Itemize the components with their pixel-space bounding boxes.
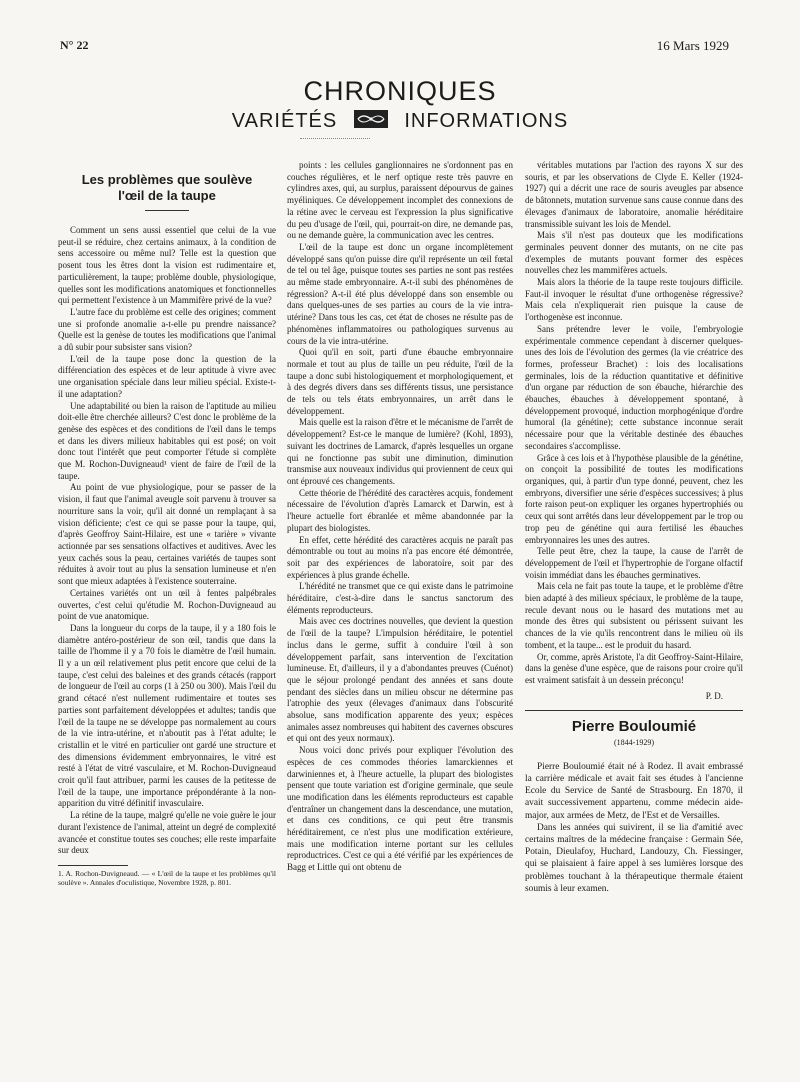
article-title-line-2: l'œil de la taupe	[118, 188, 216, 203]
paragraph: Certaines variétés ont un œil à fentes palpébrales ouvertes, c'est celui qu'étudie M. Rochon-Duvigneaud au point de vue anatomique.	[58, 587, 276, 622]
paragraph: Pierre Bouloumié était né à Rodez. Il avait embrassé la carrière médicale et avait fait ses études à l'ancienne Ecole du Service de Santé de Strasbourg. En 1870, il avait successivement appartenu, comme médecin aide-major, aux armées de Metz, de l'Est et de Versailles.	[525, 761, 743, 821]
paragraph: L'œil de la taupe pose donc la question de la différenciation des espèces et de leur aptitude à vivre avec une organisation spéciale dans leur milieu spécial. Existe-t-il une adaptation?	[58, 353, 276, 399]
column-2	[287, 160, 513, 1070]
paragraph: véritables mutations par l'action des rayons X sur des souris, et par les observations de Clyde E. Keller (1924-1927) qui a décrit une race de souris aveugles par absence de bâtonnets, mutation survenue sans cause connue dans des élevages d'animaux de laboratoire, anomalie héréditaire transmissible suivant les lois de Mendel.	[525, 160, 743, 229]
article-signature: P. D.	[705, 690, 723, 701]
footnote-rule	[58, 865, 128, 866]
paragraph: Mais alors la théorie de la taupe reste toujours difficile. Faut-il invoquer le résultat d'une orthogenèse régressive? Mais cela n'expliquerait rien puisque la cause de l'orthogenèse est inconnue.	[525, 277, 743, 323]
paragraph: Quoi qu'il en soit, parti d'une ébauche embryonnaire normale et tout au plus de taille un peu réduite, l'œil de la taupe a donc subi histologiquement et morphologiquement, et à des degrés divers dans ses différents tissus, une persistance de tels ou tels états embryonnaires, un arrêt dans le développement.	[287, 347, 513, 416]
section-separator	[525, 710, 743, 711]
section-subtitle	[0, 110, 800, 133]
paragraph: L'hérédité ne transmet que ce qui existe dans le patrimoine héréditaire, c'est-à-dire dans le sanctus sanctorum des éléments reproducteurs.	[287, 581, 513, 615]
section-left-label: VARIÉTÉS	[231, 110, 338, 132]
article-title	[58, 172, 276, 204]
obituary-dates: (1844-1929)	[614, 738, 654, 748]
paragraph: points : les cellules ganglionnaires ne s'ordonnent pas en couches régulières, et le nerf optique reste très pauvre en cylindres axes, qui, au surplus, paraissent dépourvus de gaines myéliniques. Ce développement incomplet des connexions de la rétine avec le cerveau est l'expression la plus significative du peu d'usage de l'œil, qui, pourrait-on dire, ne demande pas, ou ne demande guère, la communication avec les centres.	[287, 160, 513, 241]
paragraph: Dans les années qui suivirent, il se lia d'amitié avec certains maîtres de la médecine française : Germain Sée, Potain, Dieulafoy, Huchard, Landouzy, Ch. Fiessinger, qui se plaisaient à faire appel à ses lumières lorsque des problèmes touchant à la thérapeutique thermale étaient soumis à leur examen.	[525, 822, 743, 894]
issue-date: 16 Mars 1929	[656, 38, 729, 53]
paragraph: Mais quelle est la raison d'être et le mécanisme de l'arrêt de développement? Est-ce le manque de lumière? (Kohl, 1893), suivant les doctrines de Lamarck, d'après lesquelles un organe qui ne fonctionne pas subit une diminution, diminution transmise aux nouveaux individus qui proviennent de ceux qui ont éprouvé ces changements.	[287, 417, 513, 486]
section-title: CHRONIQUES	[303, 76, 497, 106]
paragraph: En effet, cette hérédité des caractères acquis ne paraît pas démontrable ou tout au moins n'a pas encore été démontrée, soit par des expériences de laboratoire, soit par des expériences à plus grande échelle.	[287, 534, 513, 580]
paragraph: Au point de vue physiologique, pour se passer de la vision, il faut que l'animal aveugle soit parvenu à trouver sa nourriture sans la voir, qu'il ait donné un remplaçant à sa vision déficiente; c'est ce qui se passe pour la taupe, qui, d'après Geoffroy Saint-Hilaire, est une « tarière » vivante actionnée par ses sensations olfactives et auditives. Avec les yeux cachés sous la peau, certaines variétés de taupes sont réduites à avoir tout au plus la sensation lumineuse et n'en sont que mieux adaptées à l'existence souterraine.	[58, 482, 276, 587]
obituary-title: Pierre Bouloumié	[571, 718, 697, 736]
obituary	[525, 718, 743, 895]
paragraph: Mais cela ne fait pas toute la taupe, et le problème d'être bien adapté à des milieux spéciaux, le problème de la taupe, recule devant nous ou le hasard des mutations met au monde des êtres qui subsistent ou périssent suivant les chances de la vie qu'ils rencontrent dans le milieu où ils tombent, et la taupe... est le produit du hasard.	[525, 581, 743, 650]
paragraph: Nous voici donc privés pour expliquer l'évolution des espèces de ces commodes théories lamarckiennes et darwiniennes et, à l'heure actuelle, la plupart des biologistes pensent que toute variation est d'origine germinale, que seule une modification dans les éléments reproducteurs est capable d'entraîner un changement dans la descendance, une mutation, et dans ces conditions, ce qui peut être transmis héréditairement, ce n'est plus une modification extérieure, mais une modification interne portant sur les cellules reproductrices. C'est ce qui a été vérifié par les expériences de Bagg et Little qui ont obtenu de	[287, 745, 513, 873]
paragraph: Grâce à ces lois et à l'hypothèse plausible de la génétine, on conçoit la possibilité de toutes les modifications organiques, qui, à partir d'un type donné, peuvent, chez les embryons, diversifier une série d'espèces successives; à plus forte raison peut-on expliquer les organes hypertrophiés ou ceux qui sont arrêtés dans leur développement par le trop ou trop peu de génétine qui aura fertilisé les ébauches embryonnaires les unes des autres.	[525, 452, 743, 545]
paragraph: Une adaptabilité ou bien la raison de l'aptitude au milieu doit-elle être cherchée ailleurs? C'est donc le problème de la genèse des espèces et des conditions de l'œil dans le temps et dans les divers milieux habitables qui est posé; on voit donc tout l'intérêt que peut comporter l'étude si complète que M. Rochon-Duvigneaud¹ vient de faire de l'œil de la taupe.	[58, 400, 276, 481]
paragraph: Mais s'il n'est pas douteux que les modifications germinales peuvent donner des mutants, on ne cite pas d'exemples de mutants pouvant former des espèces nouvelles chez les mammifères actuels.	[525, 230, 743, 276]
title-rule	[145, 210, 189, 211]
paragraph: Cette théorie de l'hérédité des caractères acquis, fondement nécessaire de l'évolution d'après Lamarck et Darwin, est à l'heure actuelle fort ébranlée et même abandonnée par la plupart des biologistes.	[287, 487, 513, 533]
paragraph: Or, comme, après Aristote, l'a dit Geoffroy-Saint-Hilaire, dans la genèse d'une espèce, que de raisons pour croire qu'il est vraiment satisfait à un dessein préconçu!	[525, 651, 743, 685]
column-3	[525, 160, 743, 1080]
paragraph: Comment un sens aussi essentiel que celui de la vue peut-il se réduire, chez certains animaux, à la condition de sens accessoire ou même nul? Telle est la question que posent tous les êtres dont la vision est rudimentaire et, particulièrement, la taupe; problème double, physiologique, quelles sont les modifications anatomiques et fonctionnelles qui permettent l'existence à un Mammifère privé de la vue?	[58, 225, 276, 306]
issue-number: N° 22	[60, 38, 89, 52]
paragraph: Telle peut être, chez la taupe, la cause de l'arrêt de développement de l'œil et l'hypertrophie de l'organe olfactif voisin immédiat dans les ébauches germinatives.	[525, 546, 743, 580]
paragraph: Sans prétendre lever le voile, l'embryologie expérimentale commence cependant à discerner quelques-unes des lois de l'évolution des germes (la vie créatrice des formes, professeur Brachet) : lois des localisations germinales, lois de la réduction quantitative et définitive d'un organe par réduction de son ébauche, hiérarchie des ébauches, ébauches à développement spontané, à développement provoqué, induction morphogénique d'ordre humoral (la génétine); cette substance inconnue serait nécessaire pour que la véritable destinée des ébauches secondaires s'accomplisse.	[525, 323, 743, 451]
decorative-divider	[300, 138, 370, 139]
column-1	[58, 160, 276, 1020]
paragraph: Dans la longueur du corps de la taupe, il y a 180 fois le diamètre antéro-postérieur de son œil, tandis que dans la taille de l'homme il y a 70 fois le diamètre de l'œil humain. Il y a un œil relativement plus petit encore que celui de la taupe, c'est celui des baleines et des grands cétacés (rapport de longueur de l'œil au corps (1 à 250 ou 300). Mais l'œil du grand cétacé n'est nullement rudimentaire et toutes ses parties sont parfaitement développées et adultes; tandis que l'œil de la taupe ne se développe pas normalement au cours de la vie intra-utérine, et n'aboutit pas à l'état adulte; le cristallin et le vitré en particulier ont gardé une structure et des dimensions évidemment embryonnaires, le vitré est resté à l'état de vitré vasculaire, et M. Rochon-Duvigneaud croit qu'il faut attribuer, parmi les causes de la petitesse de l'œil de la taupe, une importance prépondérante à la non-apparition du vitré définitif invasculaire.	[58, 622, 276, 809]
paragraph: L'œil de la taupe est donc un organe incomplètement développé sans qu'on puisse dire qu'il représente un œil fœtal de tel ou tel âge, puisque toutes ses parties ne sont pas restées au même stade embryonnaire. A-t-il subi des phénomènes de régression? A-t-il été plus développé dans son ensemble ou dans quelques-unes de ses parties au cours de la vie intra-utérine? Dans tous les cas, cet état de choses ne résulte pas de phénomènes inflammatoires ou pathologiques survenus au cours de la vie intra-utérine.	[287, 241, 513, 346]
paragraph: La rétine de la taupe, malgré qu'elle ne voie guère le jour durant l'existence de l'animal, atteint un degré de complexité avancée et constitue toutes ses couches; elle reste imparfaite sur deux	[58, 810, 276, 856]
footnote: 1. A. Rochon-Duvigneaud. — « L'œil de la taupe et les problèmes qu'il soulève ». Annales d'oculistique, Novembre 1928, p. 801.	[58, 868, 276, 888]
article-title-line-1: Les problèmes que soulève	[81, 172, 253, 187]
ornament-icon	[354, 110, 388, 128]
section-right-label: INFORMATIONS	[404, 110, 569, 132]
paragraph: L'autre face du problème est celle des origines; comment une si profonde anomalie a-t-elle pu prendre naissance? Quelle est la genèse de toutes les modifications que l'animal a dû subir pour subsister sans vision?	[58, 306, 276, 353]
paragraph: Mais avec ces doctrines nouvelles, que devient la question de l'œil de la taupe? L'impulsion héréditaire, le potentiel inclus dans le germe, suffit à conduire l'œil à son développement parfait, sans intervention de l'excitation lumineuse. Et, d'ailleurs, il y a d'abondantes preuves (Cuénot) que le séjour prolongé pendant des années et sans doute pendant des siècles dans un milieu obscur ne détermine pas l'atrophie des yeux (élevages d'animaux dans l'obscurité absolue, sans modification apparente des yeux; espèces animales assez nombreuses qui habitent des cavernes obscures et qui ont des yeux normaux).	[287, 616, 513, 744]
